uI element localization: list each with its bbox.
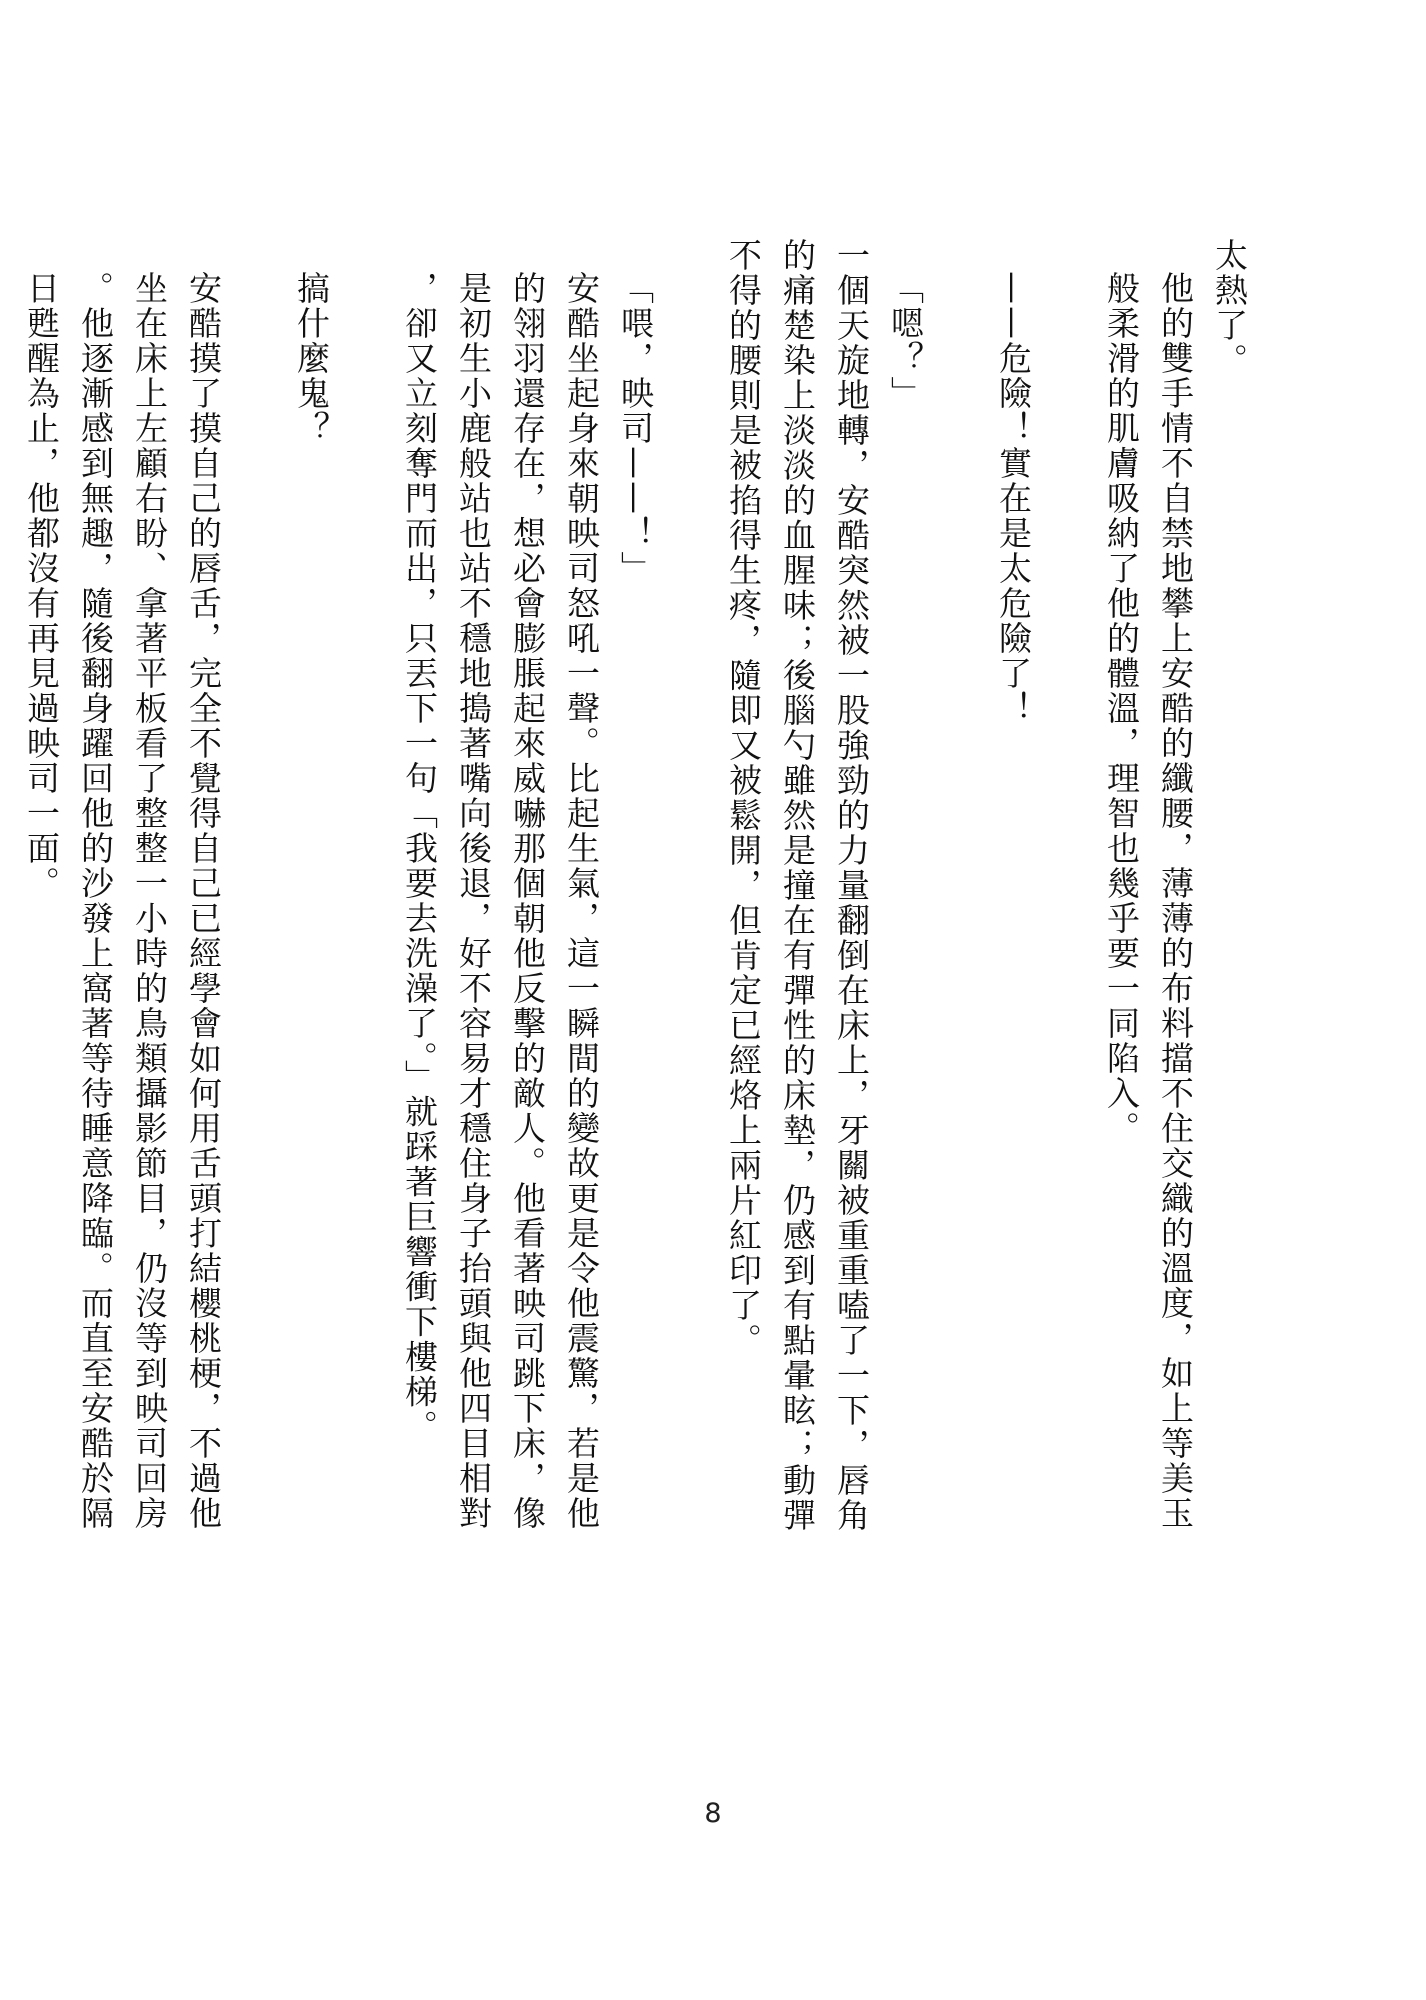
paragraph-3: ——危險！實在是太危險了！ [994,271,1033,726]
paragraph-4: 「嗯？」 [886,271,925,411]
paragraph-9: 安酷摸了摸自己的唇舌，完全不覺得自己已經學會如何用舌頭打結櫻桃梗，不過他坐在床上左顧右盼、拿著平板看了整整一小時的鳥類攝影節目，仍沒等到映司回房。他逐漸感到無趣，隨後翻身躍回他的沙發上窩著等待睡意降臨。而直至安酷於隔日甦醒為止，他都沒有再見過映司一面。 [22,271,223,1531]
page-number: 8 [704,1798,722,1829]
paragraph-6: 「喂，映司——！」 [616,271,655,586]
paragraph-2: 他的雙手情不自禁地攀上安酷的纖腰，薄薄的布料擋不住交織的溫度，如上等美玉般柔滑的肌膚吸納了他的體溫，理智也幾乎要一同陷入。 [1102,271,1195,1531]
paragraph-8: 搞什麼鬼？ [292,271,331,446]
paragraph-1: 太熱了。 [1210,238,1249,378]
vertical-text-body [14,238,1256,1538]
paragraph-5: 一個天旋地轉，安酷突然被一股強勁的力量翻倒在床上，牙關被重重嗑了一下，唇角的痛楚染上淡淡的血腥味；後腦勺雖然是撞在有彈性的床墊，仍感到有點暈眩；動彈不得的腰則是被掐得生疼，隨即又被鬆開，但肯定已經烙上兩片紅印了。 [724,238,871,1533]
paragraph-7: 安酷坐起身來朝映司怒吼一聲。比起生氣，這一瞬間的變故更是令他震驚，若是他的翎羽還存在，想必會膨脹起來威嚇那個朝他反擊的敵人。他看著映司跳下床，像是初生小鹿般站也站不穩地搗著嘴向後退，好不容易才穩住身子抬頭與他四目相對，卻又立刻奪門而出，只丟下一句「我要去洗澡了。」就踩著巨響衝下樓梯。 [400,271,601,1531]
